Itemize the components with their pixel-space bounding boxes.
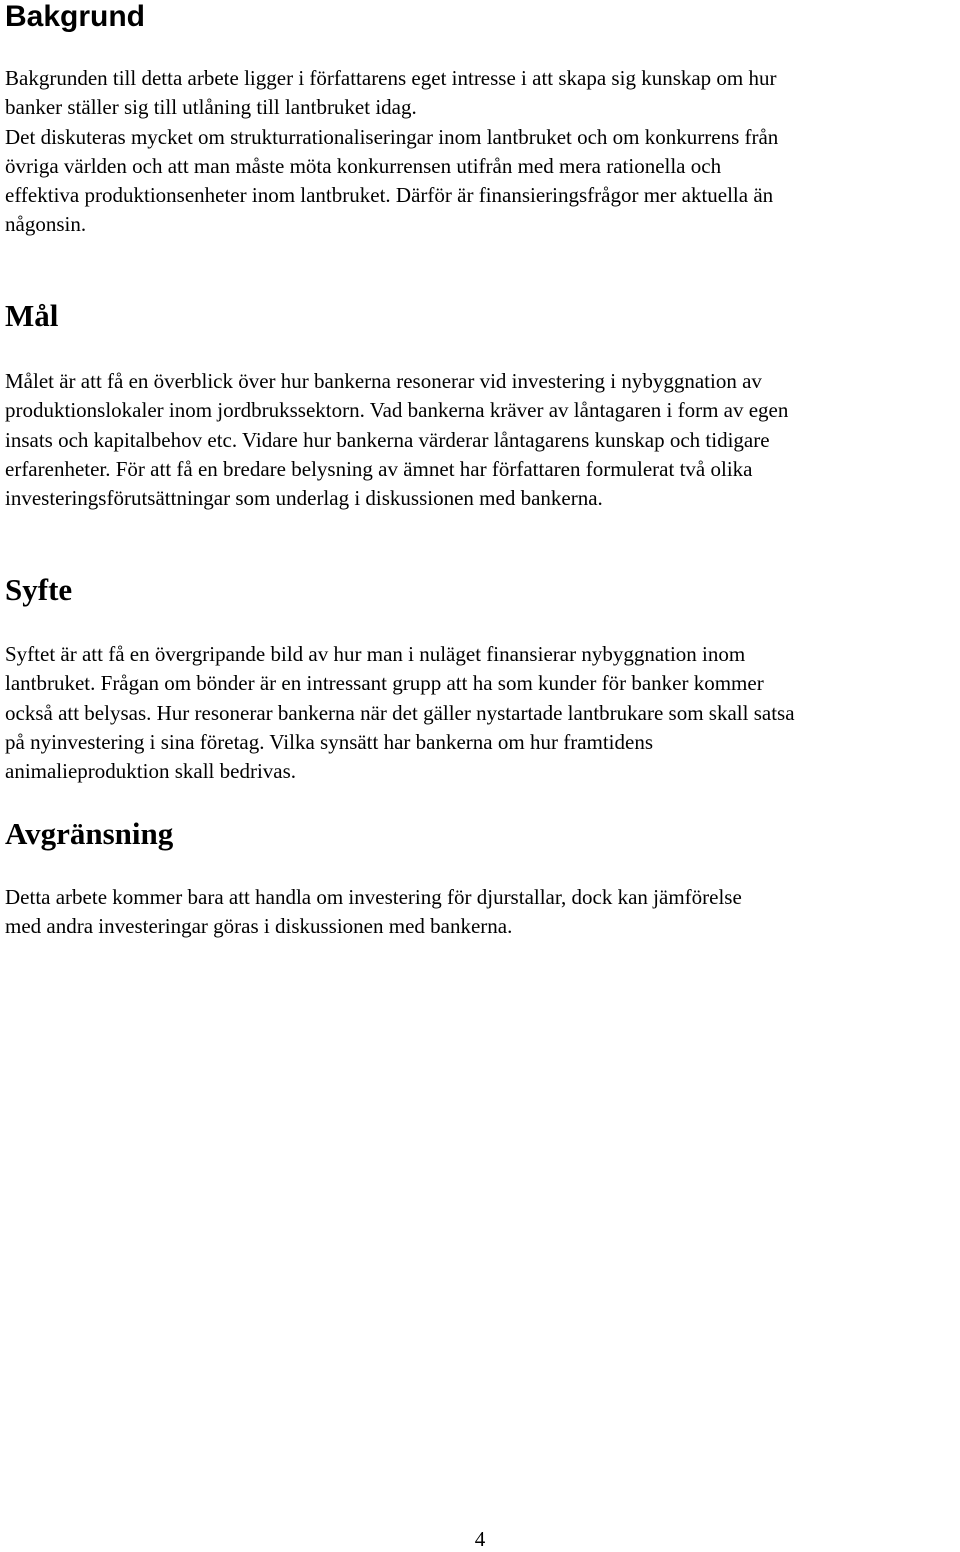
paragraph-bakgrund: [5, 64, 957, 240]
text-line: Målet är att få en överblick över hur bankerna resonerar vid investering i nybyggnation av: [5, 369, 762, 393]
heading-bakgrund: Bakgrund: [5, 0, 146, 33]
text-line: med andra investeringar göras i diskussionen med bankerna.: [5, 914, 513, 939]
text-line: Bakgrunden till detta arbete ligger i författarens eget intresse i att skapa sig kunskap om hur: [5, 66, 777, 90]
paragraph-syfte: [5, 640, 957, 786]
text-line: animalieproduktion skall bedrivas.: [5, 759, 297, 784]
heading-syfte: Syfte: [5, 572, 73, 607]
text-line: Syftet är att få en övergripande bild av hur man i nuläget finansierar nybyggnation inom: [5, 642, 746, 666]
heading-mal: Mål: [5, 298, 59, 333]
text-line: produktionslokaler inom jordbrukssektorn. Vad bankerna kräver av låntagaren i form av egen: [5, 398, 789, 423]
page-number: 4: [474, 1527, 486, 1551]
heading-avgransning: Avgränsning: [5, 816, 174, 851]
paragraph-mal: [5, 367, 957, 513]
text-line: Detta arbete kommer bara att handla om investering för djurstallar, dock kan jämförelse: [5, 885, 742, 909]
text-line: banker ställer sig till utlåning till lantbruket idag.: [5, 95, 417, 120]
text-line: Det diskuteras mycket om strukturrationaliseringar inom lantbruket och om konkurrens från: [5, 124, 779, 149]
text-line: övriga världen och att man måste möta konkurrensen utifrån med mera rationella och: [5, 153, 722, 178]
text-line: investeringsförutsättningar som underlag i diskussionen med bankerna.: [5, 486, 603, 511]
text-line: erfarenheter. För att få en bredare belysning av ämnet har författaren formulerat två olika: [5, 456, 753, 481]
text-line: effektiva produktionsenheter inom lantbruket. Därför är finansieringsfrågor mer aktuella än: [5, 183, 774, 208]
text-line: också att belysas. Hur resonerar bankerna när det gäller nystartade lantbrukare som skall satsa: [5, 700, 795, 725]
text-line: någonsin.: [5, 212, 87, 237]
text-line: lantbruket. Frågan om bönder är en intressant grupp att ha som kunder för banker kommer: [5, 671, 764, 696]
paragraph-avgransning: [5, 883, 957, 942]
text-line: insats och kapitalbehov etc. Vidare hur bankerna värderar låntagarens kunskap och tidigare: [5, 427, 770, 452]
text-line: på nyinvestering i sina företag. Vilka synsätt har bankerna om hur framtidens: [5, 729, 654, 754]
